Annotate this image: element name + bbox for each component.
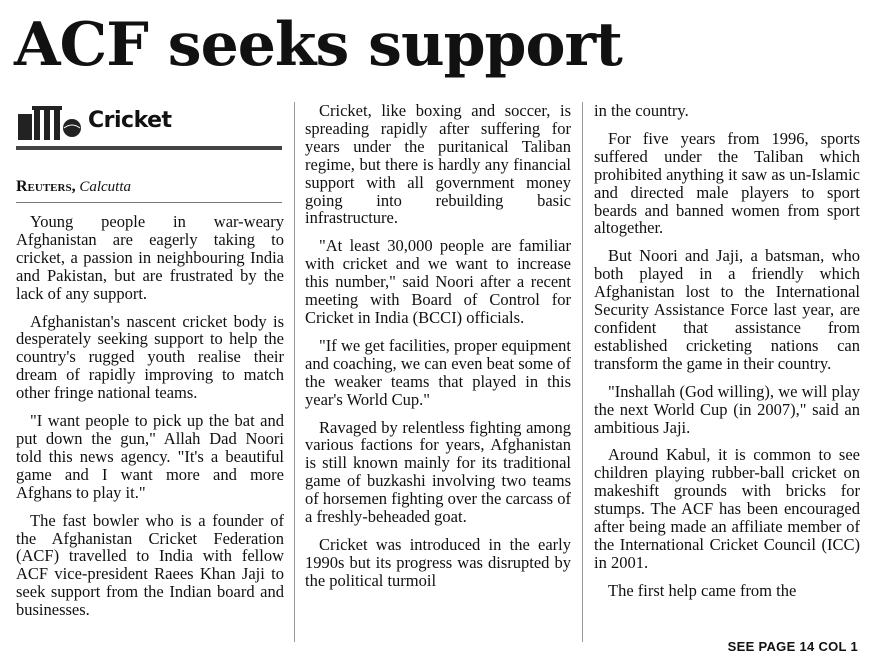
- paragraph: "I want people to pick up the bat and put down the gun," Allah Dad Noori told this news agency. "It's a beautiful game and I want more and more Afghans to play it.": [16, 411, 284, 502]
- byline-place: Calcutta: [79, 179, 131, 195]
- paragraph: Cricket was introduced in the early 1990s but its progress was disrupted by the political turmoil: [305, 534, 571, 590]
- article-column-1: [16, 100, 284, 629]
- paragraph: The first help came from the: [608, 580, 797, 600]
- paragraph: The fast bowler who is a founder of the Afghanistan Cricket Federation (ACF) travelled to India with fellow ACF vice-president Raees Khan Jaji to seek support from the Indian board and businesses.: [16, 510, 284, 620]
- paragraph: Around Kabul, it is common to see children playing rubber-ball cricket on makeshift grounds with bricks for stumps. The ACF has been encouraged after being made an affiliate member of the International Cricket Council (ICC) in 2001.: [594, 445, 860, 572]
- section-rule: [16, 146, 282, 150]
- byline-rule: [16, 202, 282, 203]
- article-column-3: [594, 102, 860, 610]
- paragraph: For five years from 1996, sports suffered under the Taliban which prohibited anything it saw as un-Islamic and directed male players to sport beards and banned women from sport altogether.: [594, 128, 860, 238]
- section-label: Cricket: [88, 108, 172, 133]
- paragraph: Young people in war-weary Afghanistan are eagerly taking to cricket, a passion in neighbouring India and Pakistan, but are frustrated by the lack of any support.: [16, 212, 284, 303]
- section-logo: [16, 100, 284, 144]
- paragraph: Ravaged by relentless fighting among various factions for years, Afghanistan is still known mainly for its traditional game of buzkashi involving two teams of horsemen fighting over the carcass of a freshly-beheaded goat.: [305, 417, 571, 527]
- headline: ACF seeks support: [14, 10, 622, 80]
- article-column-2: [305, 102, 571, 600]
- paragraph: But Noori and Jaji, a batsman, who both played in a friendly which Afghanistan lost to the International Security Assistance Force last year, are confident that assistance from established cricketing nations can transform the game in their country.: [594, 246, 860, 373]
- byline: [16, 178, 284, 196]
- paragraph: "At least 30,000 people are familiar with cricket and we want to increase this number," said Noori after a recent meeting with Board of Control for Cricket in India (BCCI) officials.: [305, 236, 571, 327]
- paragraph: Afghanistan's nascent cricket body is desperately seeking support to help the country's rugged youth realise their dream of rapidly improving to match other fringe national teams.: [16, 311, 284, 403]
- paragraph: Cricket, like boxing and soccer, is spreading rapidly after suffering for years under the puritanical Taliban regime, but there is hardly any financial support with all government money going into rebuilding basic infrastructure.: [305, 101, 571, 228]
- column-divider: [294, 102, 295, 642]
- byline-agency: Reuters,: [16, 178, 76, 195]
- continued-jump-line: SEE PAGE 14 COL 1: [727, 639, 858, 654]
- cricket-logo-icon: [18, 102, 82, 142]
- paragraph: "Inshallah (God willing), we will play the next World Cup (in 2007)," said an ambitious Jaji.: [594, 381, 860, 437]
- paragraph: "If we get facilities, proper equipment and coaching, we can even beat some of the weaker teams that played in this year's World Cup.": [305, 335, 571, 409]
- paragraph: in the country.: [594, 101, 689, 120]
- column-divider: [582, 102, 583, 642]
